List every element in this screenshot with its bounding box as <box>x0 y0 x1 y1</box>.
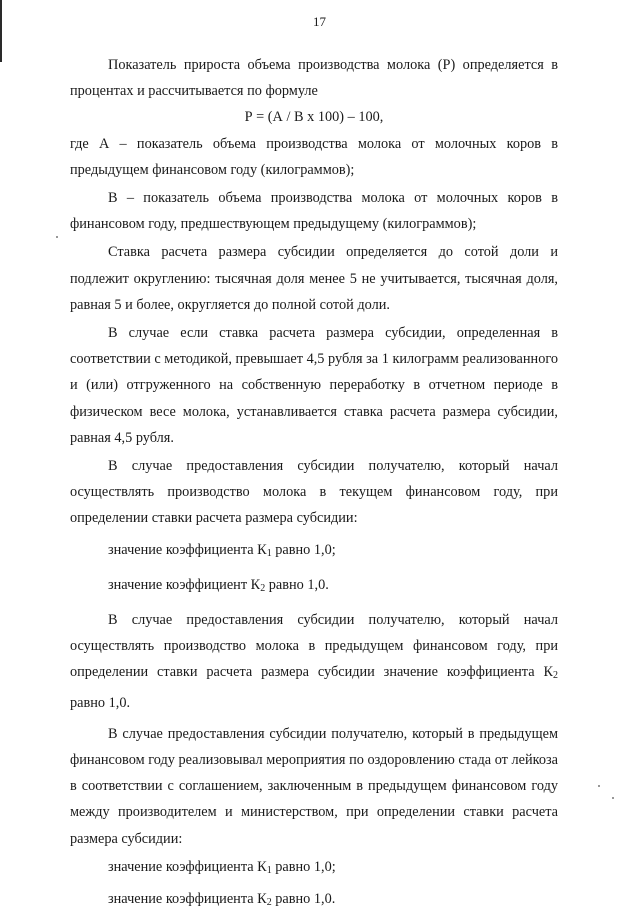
coefficient-k2-subscript-b: 2 <box>266 897 272 909</box>
paragraph-definition-a: где А – показатель объема производства молока от молочных коров в предыдущем финансовом году (килограммов); <box>70 135 558 178</box>
previous-year-text: В случае предоставления субсидии получателю, который начал осуществлять производство молока в предыдущем финансовом году, при определении ставки расчета размера субсидии значение коэффициента К <box>70 612 558 681</box>
coefficient-k1-line-b <box>70 854 558 884</box>
paragraph-rate-cap: В случае если ставка расчета размера субсидии, определенная в соответствии с методикой, превышает 4,5 рубля за 1 килограмм реализованного и (или) отгруженного на собственную переработку в отчетном периоде в физическом весе молока, устанавливается ставка расчета размера субсидии, равная 4,5 рубля. <box>70 325 558 446</box>
paragraph-growth-indicator: Показатель прироста объема производства молока (Р) определяется в процентах и рассчитывается по формуле <box>70 57 558 100</box>
scan-speck <box>598 785 600 787</box>
document-body <box>70 52 558 916</box>
previous-year-subscript: 2 <box>553 670 558 682</box>
coefficient-k1-suffix-b: равно 1,0; <box>271 858 336 875</box>
coefficient-k2-line-a <box>70 572 558 602</box>
coefficient-k2-text-a: значение коэффициент К <box>108 576 261 593</box>
scan-speck <box>612 797 614 799</box>
coefficient-k2-text-b: значение коэффициента К <box>108 891 267 908</box>
coefficient-k1-suffix-a: равно 1,0; <box>271 541 336 558</box>
coefficient-k2-suffix-a: равно 1,0. <box>265 576 329 593</box>
paragraph-new-producer: В случае предоставления субсидии получателю, который начал осуществлять производство молока в текущем финансовом году, при определении ставки расчета размера субсидии: <box>70 458 558 527</box>
coefficient-k1-text-b: значение коэффициента К <box>108 858 267 875</box>
paragraph-definition-b: В – показатель объема производства молока от молочных коров в финансовом году, предшествующем предыдущему (килограммов); <box>70 190 558 233</box>
coefficient-k1-subscript-b: 1 <box>266 864 272 876</box>
page-number: 17 <box>313 14 326 29</box>
paragraph-previous-year-producer <box>70 607 558 716</box>
coefficient-k2-line-b <box>70 886 558 916</box>
formula-line: Р = (А / В х 100) – 100, <box>244 109 384 126</box>
previous-year-suffix: равно 1,0. <box>70 694 131 711</box>
scan-edge-mark <box>0 0 2 62</box>
paragraph-leukosis-program: В случае предоставления субсидии получателю, который в предыдущем финансовом году реализовывал мероприятия по оздоровлению стада от лейкоза в соответствии с соглашением, заключенным в предыдущем финансовом году между производителем и министерством, при определении ставки расчета размера субсидии: <box>70 725 558 847</box>
coefficient-k2-subscript-a: 2 <box>260 582 266 594</box>
coefficient-k2-suffix-b: равно 1,0. <box>271 891 336 908</box>
coefficient-k1-subscript-a: 1 <box>266 547 272 559</box>
coefficient-k1-text-a: значение коэффициента К <box>108 541 267 558</box>
paragraph-rounding-rule: Ставка расчета размера субсидии определяется до сотой доли и подлежит округлению: тысячная доля менее 5 не учитывается, тысячная доля, равная 5 и более, округляется до полной сотой доли. <box>70 244 558 313</box>
scan-speck <box>56 236 58 238</box>
coefficient-k1-line-a <box>70 537 558 567</box>
